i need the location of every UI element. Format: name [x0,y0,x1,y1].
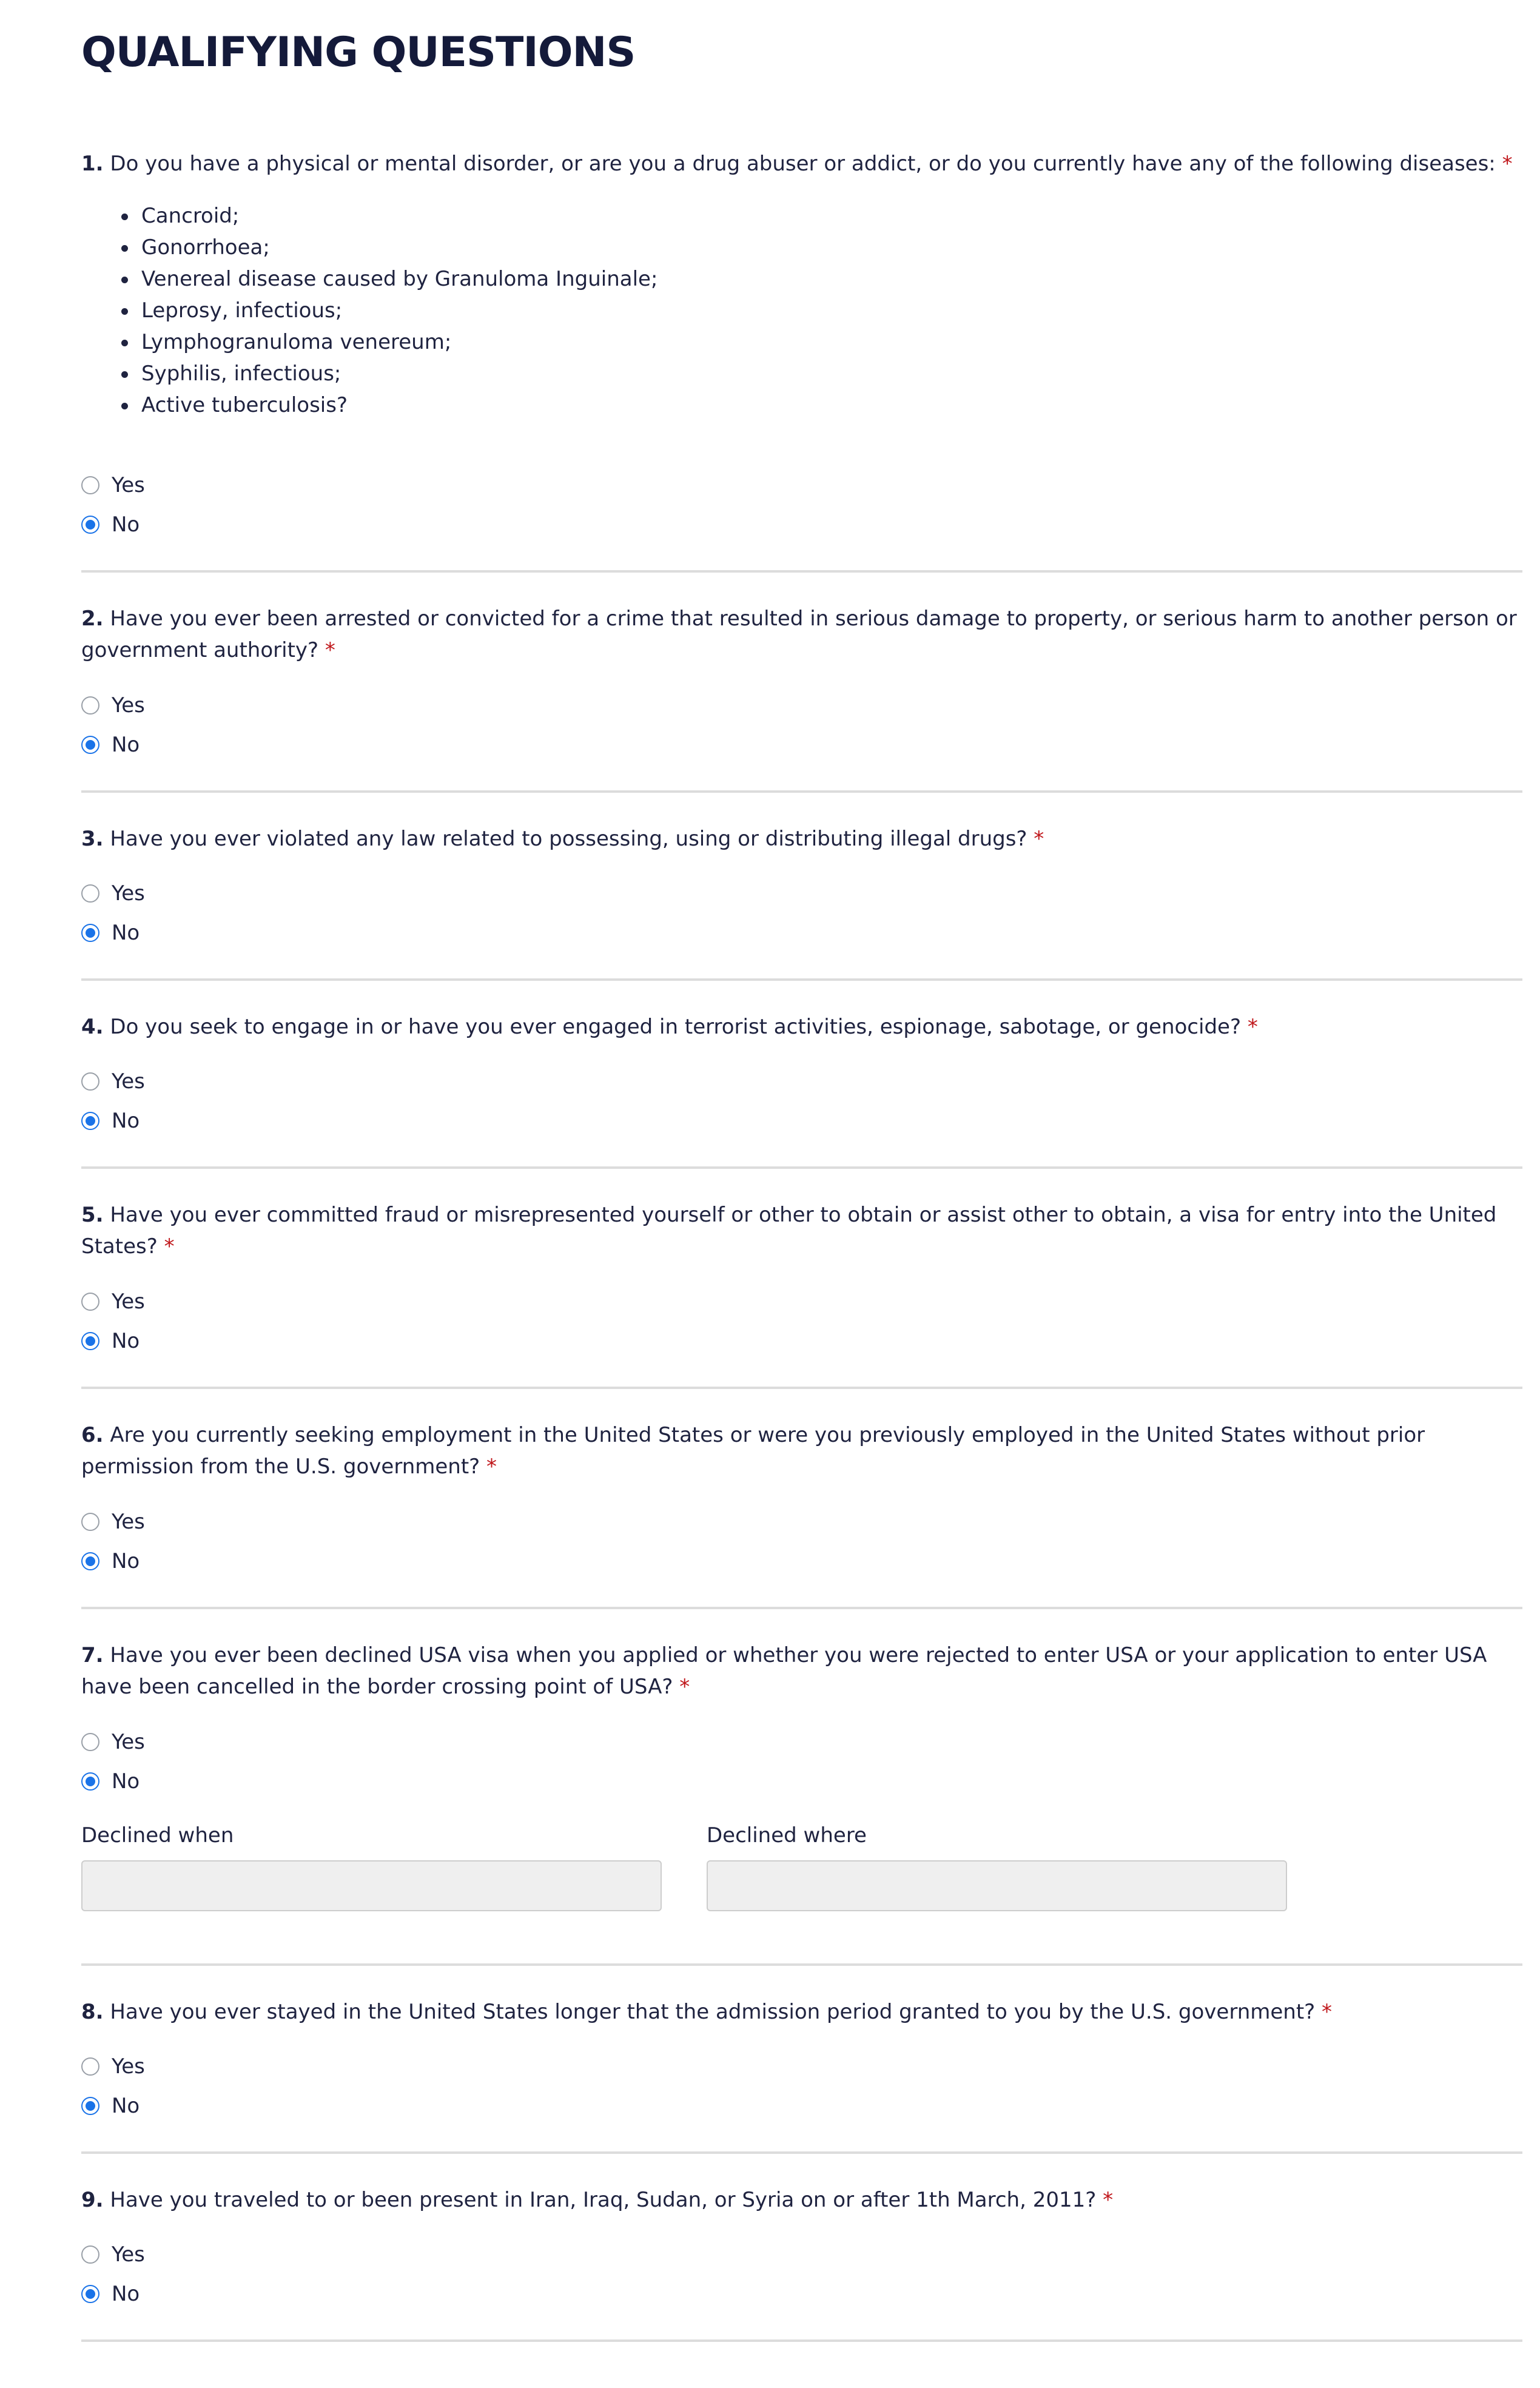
question-label: Have you ever stayed in the United States longer that the admission period granted to you by the U.S. government? [110,2000,1316,2024]
question-3-yes-option[interactable] [81,881,145,906]
question-2-yes-option[interactable] [81,693,145,718]
question-9 [81,2184,1522,2216]
radio-label-yes: Yes [112,1069,145,1094]
radio-label-yes: Yes [112,693,145,718]
question-7-no-option[interactable] [81,1769,140,1794]
question-number: 7. [81,1643,104,1667]
radio-no[interactable] [81,2097,99,2115]
radio-no[interactable] [81,924,99,942]
required-marker: * [679,1675,690,1699]
question-label: Have you ever been arrested or convicted for a crime that resulted in serious damage to property, or serious harm to another person or government authority? [81,607,1517,662]
radio-label-no: No [112,2282,140,2306]
radio-yes[interactable] [81,1072,99,1091]
divider [81,1963,1522,1966]
question-9-no-option[interactable] [81,2282,140,2306]
radio-yes[interactable] [81,1293,99,1311]
declined-where-input[interactable] [707,1860,1287,1911]
question-4 [81,1011,1522,1043]
question-label: Have you ever been declined USA visa when you applied or whether you were rejected to enter USA or your application to enter USA have been cancelled in the border crossing point of USA? [81,1643,1487,1699]
required-marker: * [324,638,335,662]
question-6-text [81,1419,1522,1482]
question-5-no-option[interactable] [81,1329,140,1353]
radio-no[interactable] [81,1552,99,1570]
question-7-text [81,1640,1522,1703]
question-2-text [81,603,1522,666]
question-4-yes-option[interactable] [81,1069,145,1094]
question-3-no-option[interactable] [81,921,140,945]
question-1-yes-option[interactable] [81,473,145,497]
radio-yes[interactable] [81,476,99,494]
radio-label-no: No [112,2094,140,2118]
question-1-text [81,148,1522,180]
required-marker: * [1034,827,1044,851]
question-number: 6. [81,1423,104,1447]
divider [81,1607,1522,1609]
radio-label-yes: Yes [112,2054,145,2079]
radio-label-no: No [112,921,140,945]
divider [81,1166,1522,1169]
required-marker: * [1322,2000,1333,2024]
question-2 [81,603,1522,666]
radio-no[interactable] [81,516,99,534]
page-title: QUALIFYING QUESTIONS [81,29,636,76]
question-2-no-option[interactable] [81,733,140,757]
list-item: Syphilis, infectious; [121,358,1522,389]
radio-label-no: No [112,1329,140,1353]
question-7 [81,1640,1522,1703]
list-item: Active tuberculosis? [121,389,1522,421]
question-6-yes-option[interactable] [81,1510,145,1534]
question-label: Have you ever committed fraud or misrepresented yourself or other to obtain or assist other to obtain, a visa for entry into the United States? [81,1203,1497,1259]
question-8-no-option[interactable] [81,2094,140,2118]
question-8 [81,1996,1522,2028]
required-marker: * [164,1234,175,1259]
radio-label-yes: Yes [112,2242,145,2267]
radio-yes[interactable] [81,696,99,715]
question-number: 5. [81,1203,104,1227]
radio-no[interactable] [81,1112,99,1130]
question-label: Do you seek to engage in or have you ever engaged in terrorist activities, espionage, sabotage, or genocide? [110,1015,1241,1039]
question-1 [81,148,1522,421]
question-4-text [81,1011,1522,1043]
question-9-yes-option[interactable] [81,2242,145,2267]
question-number: 9. [81,2188,104,2212]
required-marker: * [1247,1015,1258,1039]
divider [81,570,1522,573]
radio-yes[interactable] [81,2245,99,2264]
question-1-no-option[interactable] [81,513,140,537]
radio-label-yes: Yes [112,1290,145,1314]
required-marker: * [486,1455,497,1479]
question-5-text [81,1199,1522,1262]
divider [81,978,1522,981]
radio-yes[interactable] [81,1513,99,1531]
radio-label-yes: Yes [112,881,145,906]
question-label: Are you currently seeking employment in the United States or were you previously employed in the United States without prior permission from the U.S. government? [81,1423,1425,1479]
question-number: 3. [81,827,104,851]
radio-label-yes: Yes [112,1730,145,1754]
question-7-yes-option[interactable] [81,1730,145,1754]
required-marker: * [1502,152,1513,176]
question-8-text [81,1996,1522,2028]
question-label: Have you traveled to or been present in Iran, Iraq, Sudan, or Syria on or after 1th March, 2011? [110,2188,1097,2212]
question-number: 4. [81,1015,104,1039]
radio-no[interactable] [81,736,99,754]
declined-when-input[interactable] [81,1860,662,1911]
radio-label-no: No [112,733,140,757]
list-item: Lymphogranuloma venereum; [121,326,1522,358]
radio-label-no: No [112,1109,140,1133]
radio-yes[interactable] [81,884,99,903]
question-label: Do you have a physical or mental disorder, or are you a drug abuser or addict, or do you currently have any of the following diseases: [110,152,1496,176]
question-3-text [81,823,1522,855]
list-item: Leprosy, infectious; [121,295,1522,326]
radio-yes[interactable] [81,1733,99,1751]
list-item: Cancroid; [121,200,1522,232]
radio-label-no: No [112,1549,140,1573]
question-number: 8. [81,2000,104,2024]
question-4-no-option[interactable] [81,1109,140,1133]
radio-label-no: No [112,1769,140,1794]
radio-label-yes: Yes [112,1510,145,1534]
disease-list [121,200,1522,421]
radio-no[interactable] [81,1332,99,1350]
divider [81,2151,1522,2154]
radio-label-no: No [112,513,140,537]
radio-yes[interactable] [81,2057,99,2076]
question-3 [81,823,1522,855]
list-item: Gonorrhoea; [121,232,1522,263]
declined-when-label: Declined when [81,1823,234,1848]
radio-no[interactable] [81,1772,99,1791]
question-6-no-option[interactable] [81,1549,140,1573]
question-5-yes-option[interactable] [81,1290,145,1314]
divider [81,1387,1522,1389]
question-9-text [81,2184,1522,2216]
divider [81,790,1522,793]
required-marker: * [1103,2188,1114,2212]
radio-no[interactable] [81,2285,99,2303]
question-number: 1. [81,152,104,176]
question-8-yes-option[interactable] [81,2054,145,2079]
question-number: 2. [81,607,104,631]
question-6 [81,1419,1522,1482]
divider [81,2339,1522,2342]
question-label: Have you ever violated any law related to possessing, using or distributing illegal drugs? [110,827,1027,851]
radio-label-yes: Yes [112,473,145,497]
list-item: Venereal disease caused by Granuloma Inguinale; [121,263,1522,295]
question-5 [81,1199,1522,1262]
declined-where-label: Declined where [707,1823,867,1848]
